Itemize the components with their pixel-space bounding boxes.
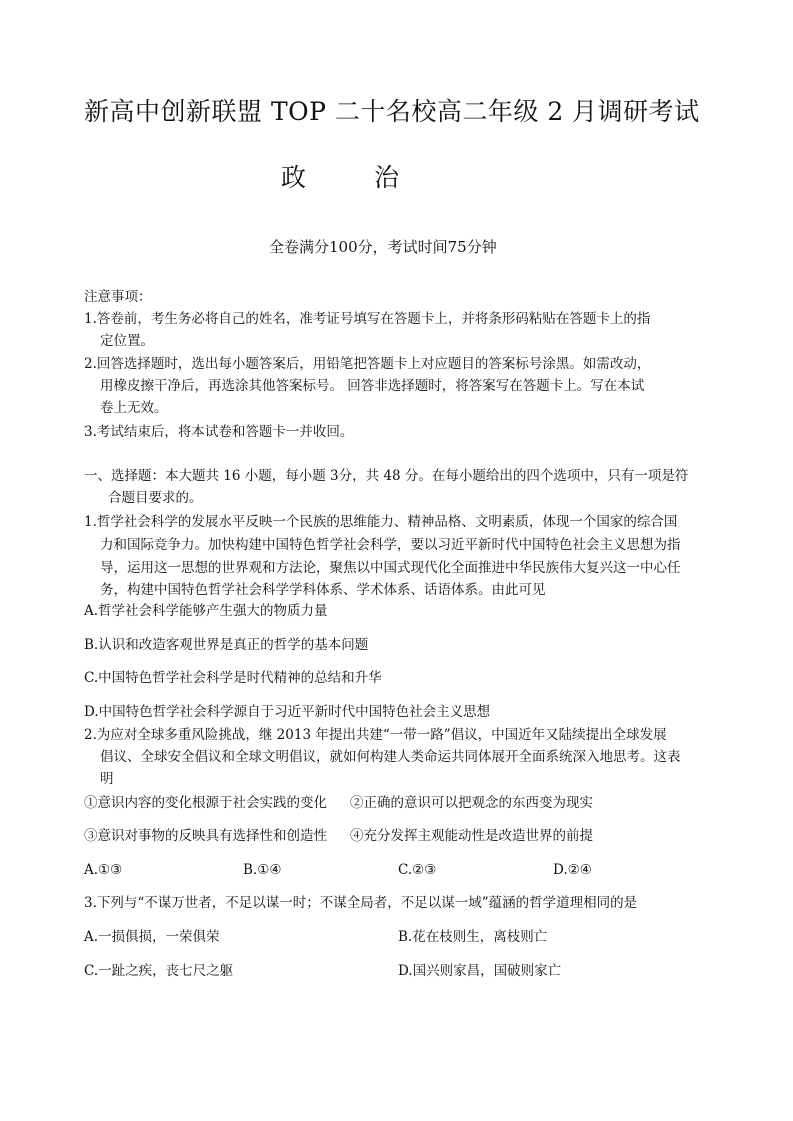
q1-option-c: C.中国特色哲学社会科学是时代精神的总结和升华	[84, 670, 382, 686]
subject-char-2: 治	[374, 163, 400, 192]
score-info: 全卷满分100分，考试时间75分钟	[269, 238, 497, 256]
q3-option-d: D.国兴则家昌，国破则家亡	[398, 963, 562, 979]
q1-stem-line-2: 力和国际竞争力。加快构建中国特色哲学社会科学，要以习近平新时代中国特色社会主义思想为指	[100, 537, 681, 553]
notes-heading: 注意事项：	[84, 289, 152, 305]
subject-char-1: 政	[281, 163, 307, 192]
section-1-heading-line-2: 合题目要求的。	[108, 490, 203, 506]
note-item-1-line-1: 1.答卷前，考生务必将自己的姓名，准考证号填写在答题卡上，并将条形码粘贴在答题卡上的指	[84, 311, 651, 327]
q2-option-d: D.②④	[553, 862, 592, 878]
q2-stem-line-2: 倡议、全球安全倡议和全球文明倡议，就如何构建人类命运共同体展开全面系统深入地思考。这表	[100, 749, 681, 765]
q3-option-c: C.一趾之疾，丧七尺之躯	[84, 963, 234, 979]
note-item-2-line-1: 2.回答选择题时，选出每小题答案后，用铅笔把答题卡上对应题目的答案标号涂黑。如需改动，	[84, 356, 651, 372]
q2-statement-1: ①意识内容的变化根源于社会实践的变化	[84, 795, 327, 811]
exam-title: 新高中创新联盟 TOP 二十名校高二年级 2 月调研考试	[84, 97, 700, 126]
q2-statement-4: ④充分发挥主观能动性是改造世界的前提	[350, 828, 593, 844]
q2-stem-line-3: 明	[100, 771, 114, 787]
q3-option-a: A.一损俱损，一荣俱荣	[84, 929, 220, 945]
q1-stem-line-4: 务，构建中国特色哲学社会科学学科体系、学术体系、话语体系。由此可见	[100, 582, 546, 598]
note-item-2-line-3: 卷上无效。	[100, 400, 168, 416]
q1-option-b: B.认识和改造客观世界是真正的哲学的基本问题	[84, 637, 369, 653]
note-item-1-line-2: 定位置。	[100, 333, 154, 349]
q2-stem-line-1: 2.为应对全球多重风险挑战，继 2013 年提出共建“一带一路”倡议，中国近年又陆续提出全球发展	[84, 727, 667, 743]
q2-option-b: B.①④	[243, 862, 282, 878]
section-1-heading-line-1: 一、选择题：本大题共 16 小题，每小题 3分，共 48 分。在每小题给出的四个选项中，只有一项是符	[84, 468, 689, 484]
note-item-2-line-2: 用橡皮擦干净后，再选涂其他答案标号。 回答非选择题时，将答案写在答题卡上。写在本试	[100, 378, 645, 394]
q2-option-c: C.②③	[398, 862, 437, 878]
q2-statement-3: ③意识对事物的反映具有选择性和创造性	[84, 828, 327, 844]
q1-stem-line-3: 导，运用这一思想的世界观和方法论，聚焦以中国式现代化全面推进中华民族伟大复兴这一中心任	[100, 560, 681, 576]
q1-stem-line-1: 1.哲学社会科学的发展水平反映一个民族的思维能力、精神品格、文明素质，体现一个国家的综合国	[84, 514, 678, 530]
q1-option-d: D.中国特色哲学社会科学源自于习近平新时代中国特色社会主义思想	[84, 704, 491, 720]
q3-stem: 3.下列与“不谋万世者，不足以谋一时；不谋全局者，不足以谋一域”蕴涵的哲学道理相同的是	[84, 895, 638, 911]
q2-statement-2: ②正确的意识可以把观念的东西变为现实	[350, 795, 593, 811]
q1-option-a: A.哲学社会科学能够产生强大的物质力量	[84, 603, 328, 619]
note-item-3: 3.考试结束后，将本试卷和答题卡一并收回。	[84, 424, 354, 440]
q3-option-b: B.花在枝则生，离枝则亡	[398, 929, 548, 945]
q2-option-a: A.①③	[84, 862, 123, 878]
subject-title	[281, 158, 399, 194]
